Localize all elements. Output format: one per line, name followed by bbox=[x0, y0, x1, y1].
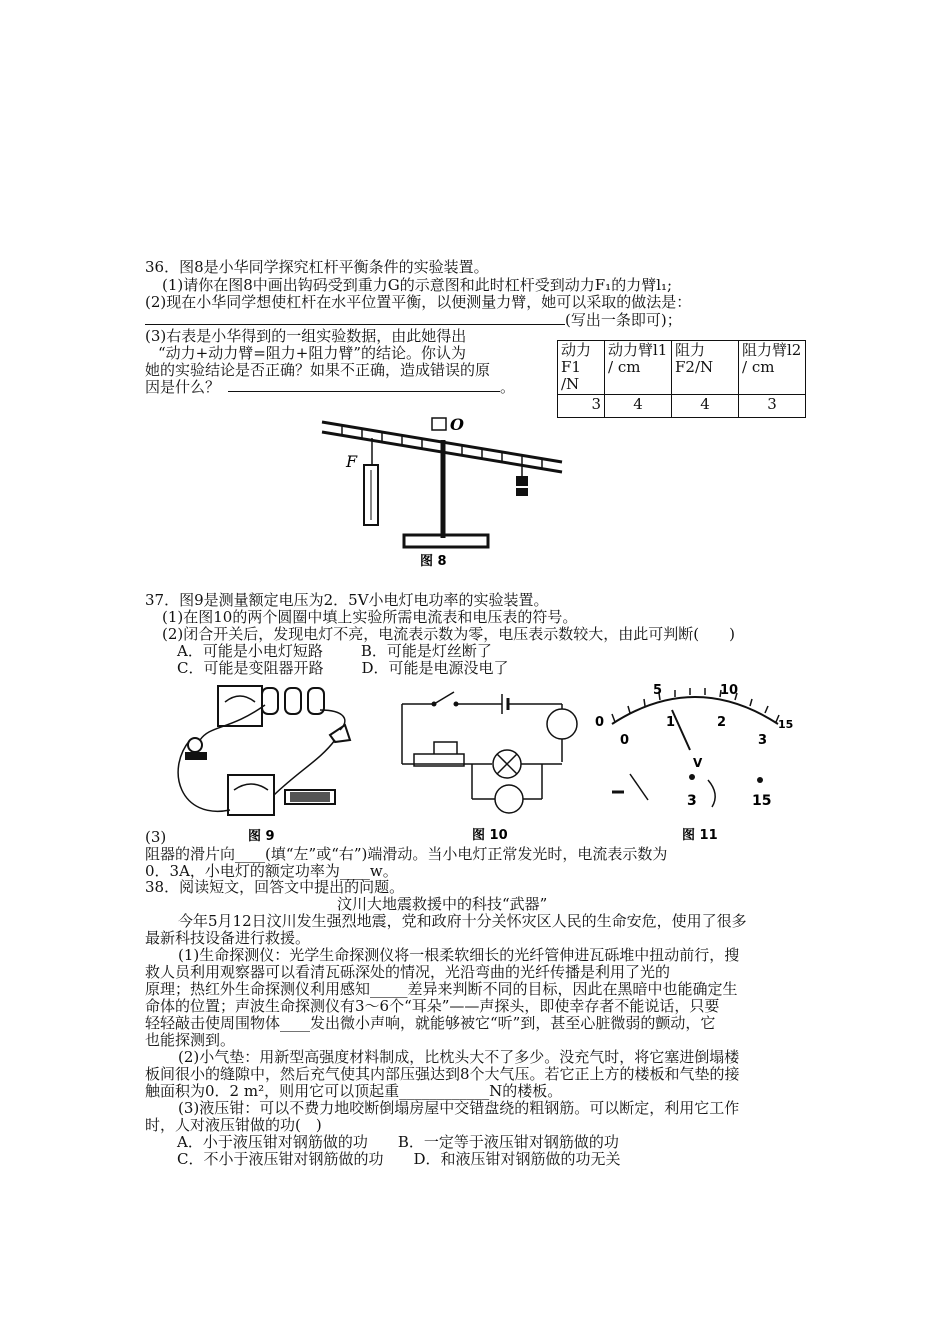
q38-s2-line1: (2)小气垫：用新型高强度材料制成，比枕头大不了多少。没充气时，将它塞进倒塌楼 bbox=[178, 1048, 740, 1066]
stand-base bbox=[404, 535, 488, 547]
figure-9-caption: 图 9 bbox=[248, 829, 275, 844]
q38-intro-line2: 最新科技设备进行救援。 bbox=[145, 929, 311, 947]
option-d: D．和液压钳对钢筋做的功无关 bbox=[413, 1150, 621, 1168]
option-c: C．不小于液压钳对钢筋做的功 bbox=[177, 1150, 384, 1168]
figure-8-caption: 图 8 bbox=[420, 554, 447, 569]
q36-part3-line4 bbox=[145, 377, 515, 396]
figure-10-circuit-diagram bbox=[392, 684, 582, 844]
q36-part2-tail: (写出一条即可)； bbox=[565, 311, 682, 329]
q36-part3-line2: “动力+动力臂=阻力+阻力臂”的结论。你认为 bbox=[158, 344, 467, 362]
table-header: 阻力臂l2 / cm bbox=[739, 341, 806, 395]
table-cell: 4 bbox=[605, 395, 672, 418]
option-b: B．一定等于液压钳对钢筋做的功 bbox=[397, 1133, 619, 1151]
q38-options-ab bbox=[177, 1133, 619, 1151]
option-c: C．可能是变阻器开路 bbox=[177, 659, 324, 677]
scale-label: 5 bbox=[653, 683, 663, 698]
table-header-row bbox=[558, 341, 806, 395]
figure-9-apparatus bbox=[170, 680, 370, 845]
q37-title: 37．图9是测量额定电压为2．5V小电灯电功率的实验装置。 bbox=[145, 591, 549, 609]
terminal-15 bbox=[757, 777, 763, 783]
meter-scale-arc bbox=[612, 697, 778, 724]
lever-data-table bbox=[557, 340, 806, 418]
period: 。 bbox=[500, 378, 516, 396]
battery-cell bbox=[285, 688, 301, 714]
q38-options-cd bbox=[177, 1150, 621, 1168]
table-header: 动力臂l1 / cm bbox=[605, 341, 672, 395]
q38-s3-line1: (3)液压钳：可以不费力地咬断倒塌房屋中交错盘绕的粗钢筋。可以断定，利用它工作 bbox=[178, 1099, 740, 1117]
scale-label: 0 bbox=[595, 715, 605, 730]
voltmeter-device bbox=[228, 775, 274, 815]
article-title: 汶川大地震救援中的科技“武器” bbox=[337, 895, 548, 913]
q38-intro-line1: 今年5月12日汶川发生强烈地震，党和政府十分关怀灾区人民的生命安危，使用了很多 bbox=[178, 912, 747, 930]
q37-part3-line2: 阻器的滑片向____(填“左”或“右”)端滑动。当小电灯正常发光时，电流表示数为 bbox=[145, 845, 668, 863]
q38-s1-line6: 也能探测到。 bbox=[145, 1031, 236, 1049]
scale-label: 0 bbox=[620, 733, 630, 748]
figure-8-lever bbox=[312, 410, 574, 570]
q38-title: 38．阅读短文，回答文中提出的问题。 bbox=[145, 878, 405, 896]
unit-label: V bbox=[693, 756, 703, 770]
terminal-label: 15 bbox=[752, 793, 772, 809]
q38-s1-line5: 轻轻敲击使周围物体____发出微小声响，就能够被它“听”到，甚至心脏微弱的颤动，它 bbox=[145, 1014, 716, 1032]
table-cell: 3 bbox=[739, 395, 806, 418]
switch-symbol bbox=[434, 692, 454, 704]
terminal-label: 3 bbox=[687, 793, 697, 809]
q38-s1-line1: (1)生命探测仪：光学生命探测仪将一根柔软细长的光纤管伸进瓦砾堆中扭动前行，搜 bbox=[178, 946, 740, 964]
table-header: 动力F1 /N bbox=[558, 341, 605, 395]
scale-label: 1 bbox=[666, 715, 676, 730]
figure-11-caption: 图 11 bbox=[682, 828, 718, 843]
pivot-label: O bbox=[450, 415, 464, 434]
q37-options-cd bbox=[177, 659, 509, 677]
meter-circle-blank[interactable] bbox=[547, 709, 577, 739]
q38-s1-line3: 原理；热红外生命探测仪利用感知_____差异来判断不同的目标，因此在黑暗中也能确定生 bbox=[145, 980, 738, 998]
battery-cell bbox=[262, 688, 278, 714]
q38-s2-line2: 板间很小的缝隙中，然后充气使其内部压强达到8个大气压。若它正上方的楼板和气垫的接 bbox=[145, 1065, 740, 1083]
q37-part1: (1)在图10的两个圆圈中填上实验所需电流表和电压表的符号。 bbox=[162, 608, 578, 626]
q36-part1: (1)请你在图8中画出钩码受到重力G的示意图和此时杠杆受到动力F₁的力臂l₁; bbox=[162, 276, 673, 294]
scale-label: 15 bbox=[778, 718, 794, 731]
q36-title: 36．图8是小华同学探究杠杆平衡条件的实验装置。 bbox=[145, 258, 489, 276]
q38-s3-line2: 时，人对液压钳做的功( ) bbox=[145, 1116, 322, 1134]
q37-part2: (2)闭合开关后，发现电灯不亮，电流表示数为零，电压表示数较大，由此可判断( ) bbox=[162, 625, 735, 643]
hook-weight bbox=[516, 476, 528, 486]
meter-circle-blank[interactable] bbox=[495, 785, 523, 813]
scale-label: 10 bbox=[720, 683, 739, 698]
table-header: 阻力F2/N bbox=[672, 341, 739, 395]
option-b: B．可能是灯丝断了 bbox=[360, 642, 492, 660]
option-d: D．可能是电源没电了 bbox=[361, 659, 509, 677]
q36-part2: (2)现在小华同学想使杠杆在水平位置平衡，以便测量力臂，她可以采取的做法是： bbox=[145, 293, 692, 311]
scale-label: 2 bbox=[717, 715, 727, 730]
figure-11-voltmeter bbox=[590, 682, 805, 844]
table-row bbox=[558, 395, 806, 418]
option-a: A．小于液压钳对钢筋做的功 bbox=[177, 1133, 368, 1151]
terminal-3 bbox=[689, 774, 695, 780]
switch-device bbox=[330, 725, 350, 742]
q37-options-ab bbox=[177, 642, 492, 660]
q36-part3-line3: 她的实验结论是否正确？如果不正确，造成错误的原 bbox=[145, 361, 491, 379]
table-cell: 4 bbox=[672, 395, 739, 418]
q37-part3-line3: 0．3A，小电灯的额定功率为____w。 bbox=[145, 862, 398, 880]
scale-label: 3 bbox=[758, 733, 768, 748]
q36-part3-line1: (3)右表是小华得到的一组实验数据，由此她得出 bbox=[145, 327, 467, 345]
meter-needle bbox=[672, 710, 690, 750]
answer-blank[interactable] bbox=[228, 377, 500, 392]
q36-part3-question: 因是什么？ bbox=[145, 378, 221, 396]
q38-s2-line3: 触面积为0．2 m²，则用它可以顶起重____________N的楼板。 bbox=[145, 1082, 563, 1100]
q38-s1-line4: 命体的位置；声波生命探测仪有3～6个“耳朵”——声探头，即使幸存者不能说话，只要 bbox=[145, 997, 720, 1015]
figure-10-caption: 图 10 bbox=[472, 828, 508, 843]
force-label: F bbox=[346, 452, 358, 471]
answer-blank[interactable] bbox=[145, 310, 565, 325]
option-a: A．可能是小电灯短路 bbox=[177, 642, 323, 660]
q38-s1-line2: 救人员利用观察器可以看清瓦砾深处的情况，光沿弯曲的光纤传播是利用了光的 bbox=[145, 963, 671, 981]
table-cell: 3 bbox=[558, 395, 605, 418]
q37-part3-start: (3) bbox=[145, 828, 167, 846]
